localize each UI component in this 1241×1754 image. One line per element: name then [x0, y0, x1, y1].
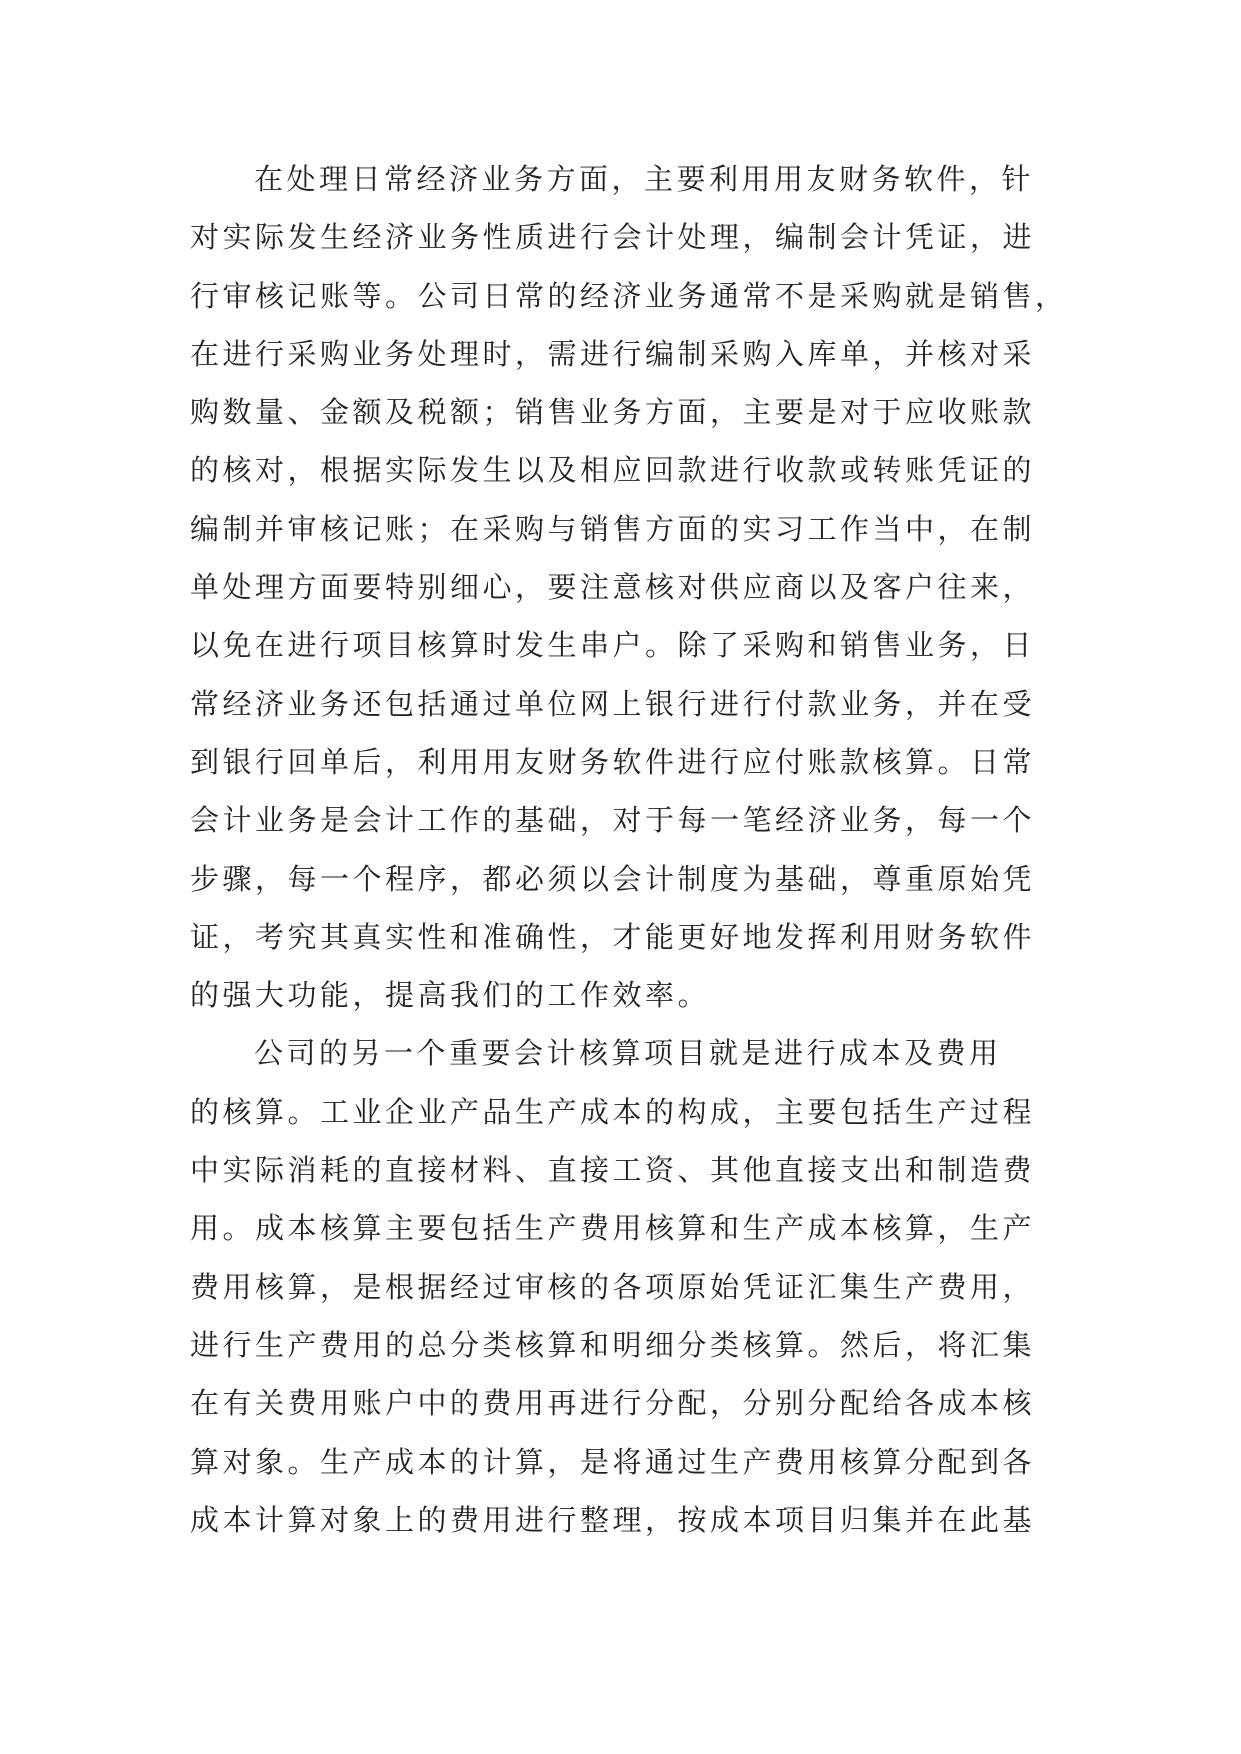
text-line: 以免在进行项目核算时发生串户。除了采购和销售业务，日 — [190, 628, 1036, 663]
document-body — [190, 150, 1090, 1549]
paragraph-1 — [190, 150, 1090, 1024]
text-line: 步骤，每一个程序，都必须以会计制度为基础，尊重原始凭 — [190, 861, 1036, 896]
text-line: 行审核记账等。公司日常的经济业务通常不是采购就是销售， — [190, 278, 1068, 313]
text-line: 中实际消耗的直接材料、直接工资、其他直接支出和制造费 — [190, 1153, 1036, 1188]
text-line: 公司的另一个重要会计核算项目就是进行成本及费用 — [254, 1036, 1002, 1071]
text-line: 购数量、金额及税额；销售业务方面，主要是对于应收账款 — [190, 395, 1036, 430]
text-line: 的核算。工业企业产品生产成本的构成，主要包括生产过程 — [190, 1094, 1036, 1129]
text-line: 常经济业务还包括通过单位网上银行进行付款业务，并在受 — [190, 686, 1036, 721]
text-line: 单处理方面要特别细心，要注意核对供应商以及客户往来， — [190, 570, 1036, 605]
text-line: 的核对，根据实际发生以及相应回款进行收款或转账凭证的 — [190, 453, 1036, 488]
text-line: 费用核算，是根据经过审核的各项原始凭证汇集生产费用， — [190, 1269, 1036, 1304]
text-line: 进行生产费用的总分类核算和明细分类核算。然后，将汇集 — [190, 1327, 1036, 1362]
text-line: 的强大功能，提高我们的工作效率。 — [190, 978, 711, 1013]
text-line: 算对象。生产成本的计算，是将通过生产费用核算分配到各 — [190, 1444, 1036, 1479]
text-line: 用。成本核算主要包括生产费用核算和生产成本核算，生产 — [190, 1211, 1036, 1246]
text-line: 编制并审核记账；在采购与销售方面的实习工作当中，在制 — [190, 511, 1036, 546]
text-line: 在进行采购业务处理时，需进行编制采购入库单，并核对采 — [190, 336, 1036, 371]
text-line: 到银行回单后，利用用友财务软件进行应付账款核算。日常 — [190, 744, 1036, 779]
text-line: 证，考究其真实性和准确性，才能更好地发挥利用财务软件 — [190, 919, 1036, 954]
text-line: 在有关费用账户中的费用再进行分配，分别分配给各成本核 — [190, 1386, 1036, 1421]
text-line: 成本计算对象上的费用进行整理，按成本项目归集并在此基 — [190, 1502, 1036, 1537]
paragraph-2 — [190, 1024, 1090, 1549]
text-line: 在处理日常经济业务方面，主要利用用友财务软件，针 — [254, 162, 1035, 196]
text-line: 会计业务是会计工作的基础，对于每一笔经济业务，每一个 — [190, 803, 1036, 838]
text-line: 对实际发生经济业务性质进行会计处理，编制会计凭证，进 — [190, 220, 1036, 255]
